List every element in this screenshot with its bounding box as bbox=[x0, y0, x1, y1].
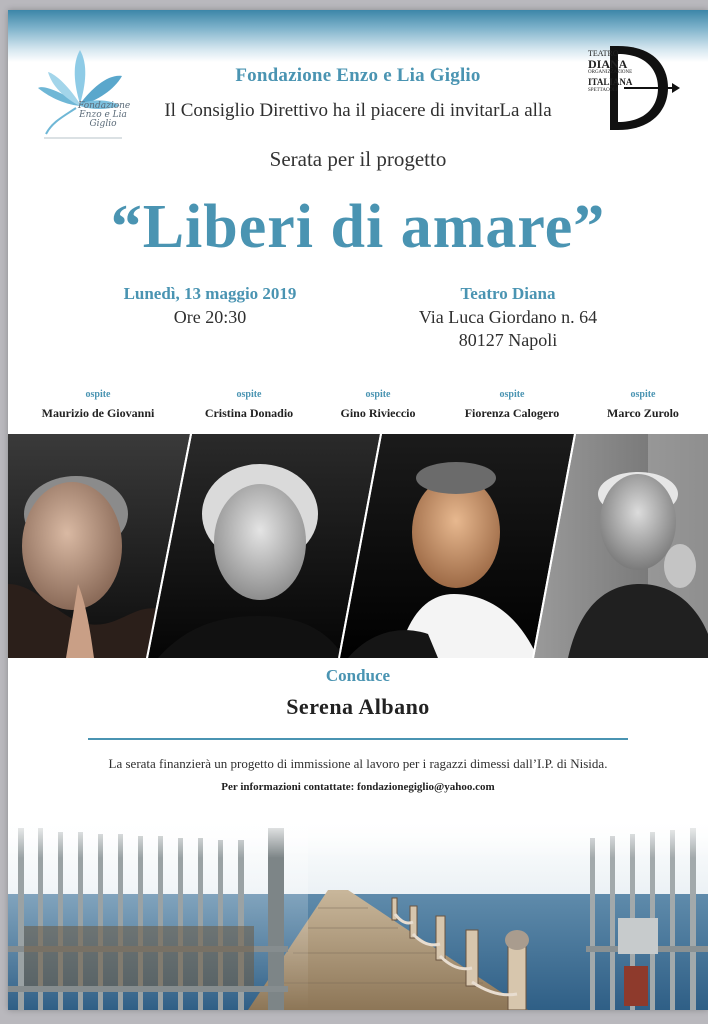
guest-name: Marco Zurolo bbox=[607, 406, 679, 420]
diana-logo-text bbox=[588, 49, 633, 94]
guest-name: Cristina Donadio bbox=[204, 406, 294, 420]
guest-name: Maurizio de Giovanni bbox=[41, 406, 155, 420]
contact-info: Per informazioni contattate: fondazionegiglio@yahoo.com bbox=[221, 781, 495, 793]
guest-item bbox=[324, 389, 432, 421]
event-venue: Teatro Diana bbox=[460, 284, 556, 303]
guest-label: ospite bbox=[630, 389, 656, 400]
diana-logo-line: TEATRO bbox=[588, 49, 619, 58]
lily-logo-line: Fondazione bbox=[78, 101, 131, 111]
guest-name: Gino Rivieccio bbox=[340, 406, 416, 420]
lily-logo-line: Enzo e Lia bbox=[79, 110, 127, 120]
event-date: Lunedì, 13 maggio 2019 bbox=[123, 284, 297, 303]
foundation-lily-logo bbox=[34, 44, 131, 140]
host-name: Serena Albano bbox=[286, 694, 430, 719]
guest-item bbox=[26, 389, 170, 421]
guest-name: Fiorenza Calogero bbox=[464, 406, 560, 420]
diana-logo-line: ITALIANA bbox=[588, 77, 633, 87]
guest-label: ospite bbox=[365, 389, 391, 400]
teatro-diana-logo bbox=[584, 42, 680, 134]
foundation-name: Fondazione Enzo e Lia Giglio bbox=[235, 65, 481, 86]
invitation-poster bbox=[8, 10, 708, 1010]
event-time: Ore 20:30 bbox=[173, 307, 247, 327]
diana-logo-line: SPETTACOLI bbox=[588, 88, 618, 93]
lily-logo-line: Giglio bbox=[89, 119, 117, 129]
diana-logo-line: DIANA bbox=[588, 57, 628, 71]
guest-label: ospite bbox=[85, 389, 111, 400]
section-divider bbox=[88, 738, 628, 740]
event-subtitle: Serata per il progetto bbox=[269, 147, 447, 171]
guest-label: ospite bbox=[499, 389, 525, 400]
guest-item bbox=[444, 389, 580, 421]
guest-item bbox=[586, 389, 700, 421]
guest-item bbox=[184, 389, 314, 421]
event-title: “Liberi di amare” bbox=[110, 193, 606, 261]
venue-city: 80127 Napoli bbox=[458, 330, 558, 350]
invitation-line: Il Consiglio Direttivo ha il piacere di invitarLa alla bbox=[164, 100, 552, 121]
guest-label: ospite bbox=[236, 389, 262, 400]
diana-logo-line: ORGANIZZAZIONE bbox=[588, 70, 633, 75]
guest-portraits bbox=[8, 434, 708, 658]
venue-address: Via Luca Giordano n. 64 bbox=[418, 307, 598, 327]
host-label: Conduce bbox=[325, 666, 391, 685]
project-description: La serata finanzierà un progetto di immissione al lavoro per i ragazzi dimessi dall’I.P. di Nisida. bbox=[108, 756, 608, 771]
pier-photo bbox=[8, 818, 708, 1010]
